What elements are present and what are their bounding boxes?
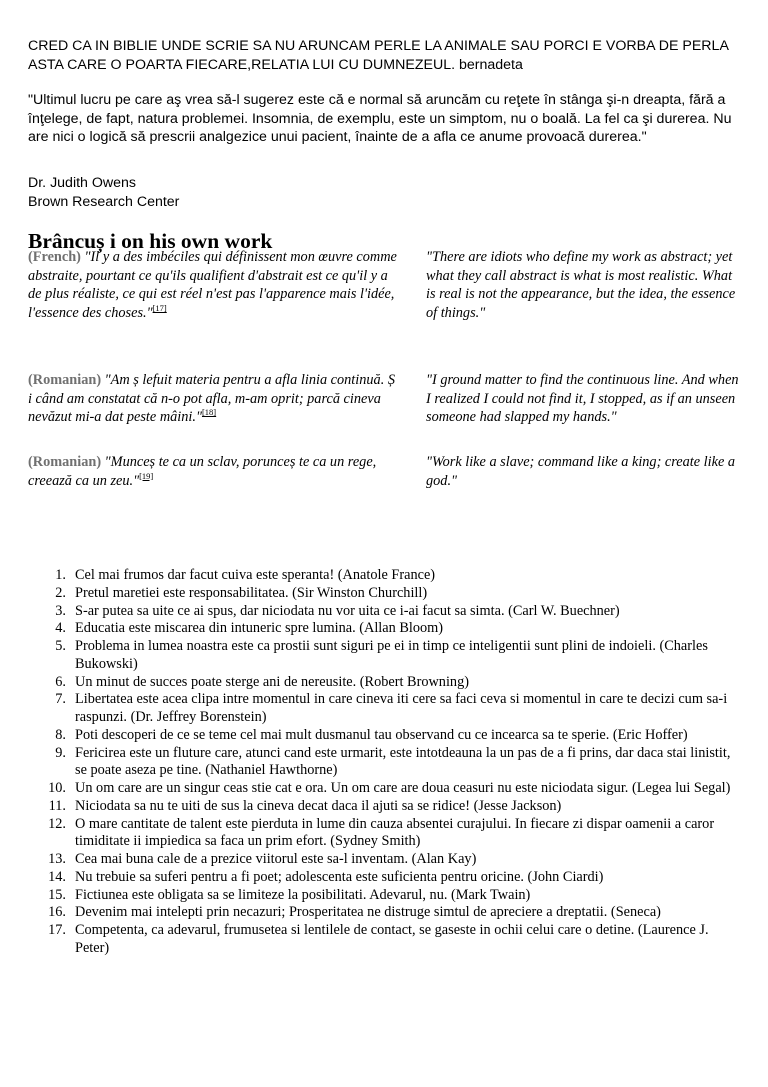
item-number: 13.: [48, 851, 66, 867]
item-number: 8.: [55, 726, 66, 743]
intro-paragraph: CRED CA IN BIBLIE UNDE SCRIE SA NU ARUNCAM PERLE LA ANIMALE SAU PORCI E VORBA DE PERLA ASTA CARE O POARTA FIECARE,RELATIA LUI CU DUMNEZEUL. bernadeta: [28, 38, 729, 73]
list-item: [0, 620, 740, 638]
language-label: (French): [28, 249, 81, 265]
list-item: [0, 904, 740, 922]
owens-quote: "Ultimul lucru pe care aş vrea să-l sugerez este că e normal să aruncăm cu reţete în stânga şi-n dreapta, fără a înţelege, de fapt, natura problemei. Insomnia, de exemplu, este un simptom, nu o boală. La fel ca şi durerea. Nu are nici o logică să prescrii analgezice unui pacient, înainte de a afla ce anume provoacă durerea.": [28, 92, 732, 146]
item-text: Fictiunea este obligata sa se limiteze la posibilitati. Adevarul, nu. (Mark Twain): [75, 886, 531, 903]
item-text: Poti descoperi de ce se teme cel mai mult dusmanul tau observand cu ce incearca sa te sperie. (Eric Hoffer): [75, 726, 688, 743]
translation-text: "There are idiots who define my work as abstract; yet what they call abstract is what is most realistic. What is real is not the appearance, but the idea, the essence of things.": [426, 249, 736, 321]
original-text: "Il y a des imbéciles qui définissent mon œuvre comme abstraite, pourtant ce qu'ils qualifient d'abstrait est ce qu'il y a de plus réaliste, ce qui est réel n'est pas l'apparence mais l'idée, l'essence des choses.": [28, 249, 397, 321]
item-text: Problema in lumea noastra este ca prostii sunt siguri pe ei in timp ce inteligentii sunt plini de indoieli. (Charles Bukowski): [75, 638, 708, 672]
item-text: Cea mai buna cale de a prezice viitorul este sa-l inventam. (Alan Kay): [75, 851, 477, 867]
translation-text: "I ground matter to find the continuous line. And when I realized I could not find it, I stopped, as if an unseen someone had slapped my hands.": [426, 372, 739, 426]
item-number: 16.: [48, 904, 66, 921]
list-item: [0, 567, 740, 585]
list-item: [0, 674, 740, 692]
list-item: [0, 638, 740, 674]
item-number: 12.: [48, 815, 66, 832]
original-quote: [28, 371, 400, 427]
author-org: Brown Research Center: [28, 193, 180, 210]
quotes-list: [0, 567, 740, 958]
item-number: 14.: [48, 868, 66, 885]
list-item: [0, 585, 740, 603]
item-number: 17.: [48, 922, 66, 938]
item-text: Educatia este miscarea din intuneric spre lumina. (Allan Bloom): [75, 620, 444, 637]
list-item: [0, 745, 740, 781]
section-heading: Brâncuș i on his own work: [28, 229, 273, 253]
item-text: Un minut de succes poate sterge ani de nereusite. (Robert Browning): [75, 673, 469, 690]
item-text: Cel mai frumos dar facut cuiva este speranta! (Anatole France): [75, 567, 436, 583]
quote-attribution: [28, 174, 740, 211]
original-quote: [28, 248, 400, 322]
item-text: Competenta, ca adevarul, frumusetea si lentilele de contact, se gaseste in ochii celui care o detine. (Laurence J. Peter): [75, 922, 709, 956]
item-number: 15.: [48, 886, 66, 903]
list-item: [0, 727, 740, 745]
language-label: (Romanian): [28, 454, 102, 470]
list-item: [0, 798, 740, 816]
list-item: [0, 922, 740, 958]
item-text: Niciodata sa nu te uiti de sus la cineva decat daca il ajuti sa se ridice! (Jesse Jackson): [75, 797, 562, 814]
original-text: "Munceș te ca un sclav, porunceș te ca un rege, creează ca un zeu.": [28, 454, 377, 489]
list-item: [0, 691, 740, 727]
item-text: Nu trebuie sa suferi pentru a fi poet; adolescenta este suficienta pentru oricine. (John Ciardi): [75, 868, 604, 885]
item-number: 10.: [48, 780, 66, 796]
item-number: 5.: [55, 638, 66, 654]
citation-link[interactable]: [17]: [152, 303, 167, 314]
item-number: 9.: [55, 744, 66, 761]
original-text: "Am ș lefuit materia pentru a afla linia continuă. Ș i când am constatat că n-o pot afla, m-am oprit; parcă cineva nevăzut mi-a dat peste mâini.": [28, 372, 395, 426]
item-text: O mare cantitate de talent este pierduta in lume din cauza absentei curajului. In fiecare zi dispar oamenii a caror timiditate ii impiedica sa faca un prim efort. (Sydney Smith): [75, 815, 715, 850]
list-item: [0, 887, 740, 905]
item-number: 2.: [55, 584, 66, 601]
author-name: Dr. Judith Owens: [28, 175, 137, 191]
list-item: [0, 780, 740, 798]
item-text: Un om care are un singur ceas stie cat e ora. Un om care are doua ceasuri nu este niciodata sigur. (Legea lui Segal): [75, 780, 731, 796]
item-number: 6.: [55, 673, 66, 690]
item-text: Libertatea este acea clipa intre momentul in care cineva iti cere sa faci ceva si momentul in care te decizi cum sa-i raspunzi. (Dr. Jeffrey Borenstein): [75, 691, 728, 725]
list-item: [0, 816, 740, 852]
item-number: 11.: [48, 797, 66, 814]
item-text: Fericirea este un fluture care, atunci cand este urmarit, este intotdeauna la un pas de a fi prins, dar daca stai linistit, se poate aseza pe tine. (Nathaniel Hawthorne): [75, 744, 731, 779]
original-quote: [28, 453, 400, 490]
citation-link[interactable]: [19]: [139, 470, 154, 481]
item-number: 7.: [55, 691, 66, 708]
language-label: (Romanian): [28, 372, 102, 388]
translation-text: "Work like a slave; command like a king; create like a god.": [426, 454, 736, 489]
item-number: 4.: [55, 620, 66, 637]
item-number: 1.: [55, 567, 66, 583]
item-text: Devenim mai intelepti prin necazuri; Prosperitatea ne distruge simtul de apreciere a dreptatii. (Seneca): [75, 904, 661, 921]
list-item: [0, 603, 740, 621]
list-item: [0, 869, 740, 887]
item-number: 3.: [55, 602, 66, 619]
item-text: S-ar putea sa uite ce ai spus, dar niciodata nu vor uita ce i-ai facut sa simta. (Carl W. Buechner): [75, 602, 620, 619]
item-text: Pretul maretiei este responsabilitatea. (Sir Winston Churchill): [75, 584, 428, 601]
citation-link[interactable]: [18]: [201, 407, 217, 418]
list-item: [0, 851, 740, 869]
